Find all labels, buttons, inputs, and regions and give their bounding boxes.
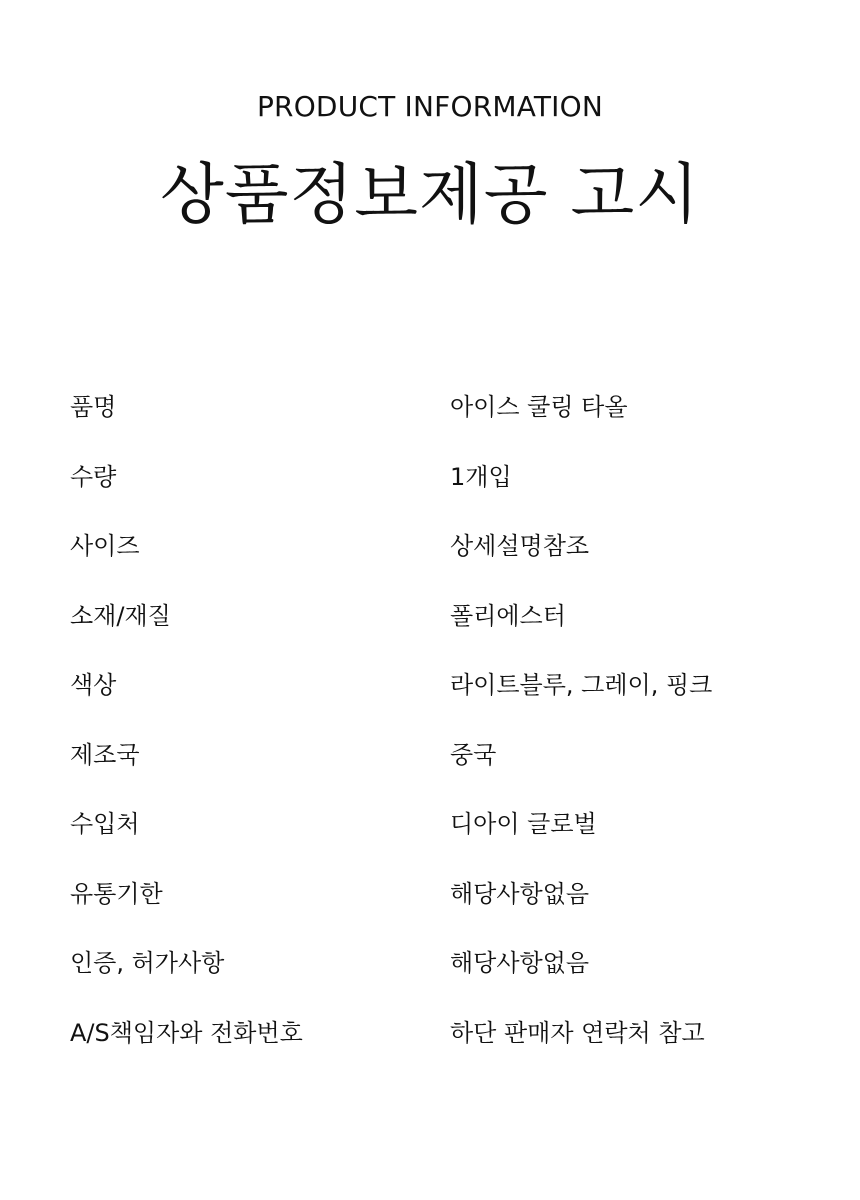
info-value: 중국: [450, 740, 497, 769]
info-label: 유통기한: [70, 879, 163, 908]
info-row-material: [70, 599, 790, 669]
info-value: 아이스 쿨링 타올: [450, 393, 628, 421]
info-row-size: [70, 529, 790, 599]
info-value: 해당사항없음: [450, 879, 590, 908]
info-label: 인증, 허가사항: [70, 949, 225, 977]
info-value: 라이트블루, 그레이, 핑크: [450, 671, 713, 699]
info-row-certification: [70, 946, 790, 1016]
info-row-expiry: [70, 877, 790, 947]
info-value: 하단 판매자 연락처 참고: [450, 1018, 705, 1047]
info-value: 상세설명참조: [450, 532, 590, 560]
info-row-quantity: [70, 460, 790, 530]
info-value: 해당사항없음: [450, 949, 590, 977]
info-value: 폴리에스터: [450, 601, 566, 630]
info-label: 제조국: [70, 740, 140, 769]
product-info-table: [70, 390, 790, 1085]
info-label: 사이즈: [70, 532, 140, 560]
info-label: 색상: [70, 671, 117, 699]
info-label: A/S책임자와 전화번호: [70, 1018, 303, 1047]
info-value: 1개입: [450, 462, 512, 491]
info-row-color: [70, 668, 790, 738]
info-label: 소재/재질: [70, 601, 171, 630]
page-title: 상품정보제공 고시: [159, 156, 701, 233]
info-value: 디아이 글로벌: [450, 810, 597, 838]
info-label: 수입처: [70, 810, 140, 838]
info-label: 수량: [70, 462, 117, 491]
info-label: 품명: [70, 393, 117, 421]
info-row-as-contact: [70, 1016, 790, 1086]
info-row-importer: [70, 807, 790, 877]
info-row-product-name: [70, 390, 790, 460]
info-row-country: [70, 738, 790, 808]
page-subtitle: PRODUCT INFORMATION: [256, 90, 604, 123]
